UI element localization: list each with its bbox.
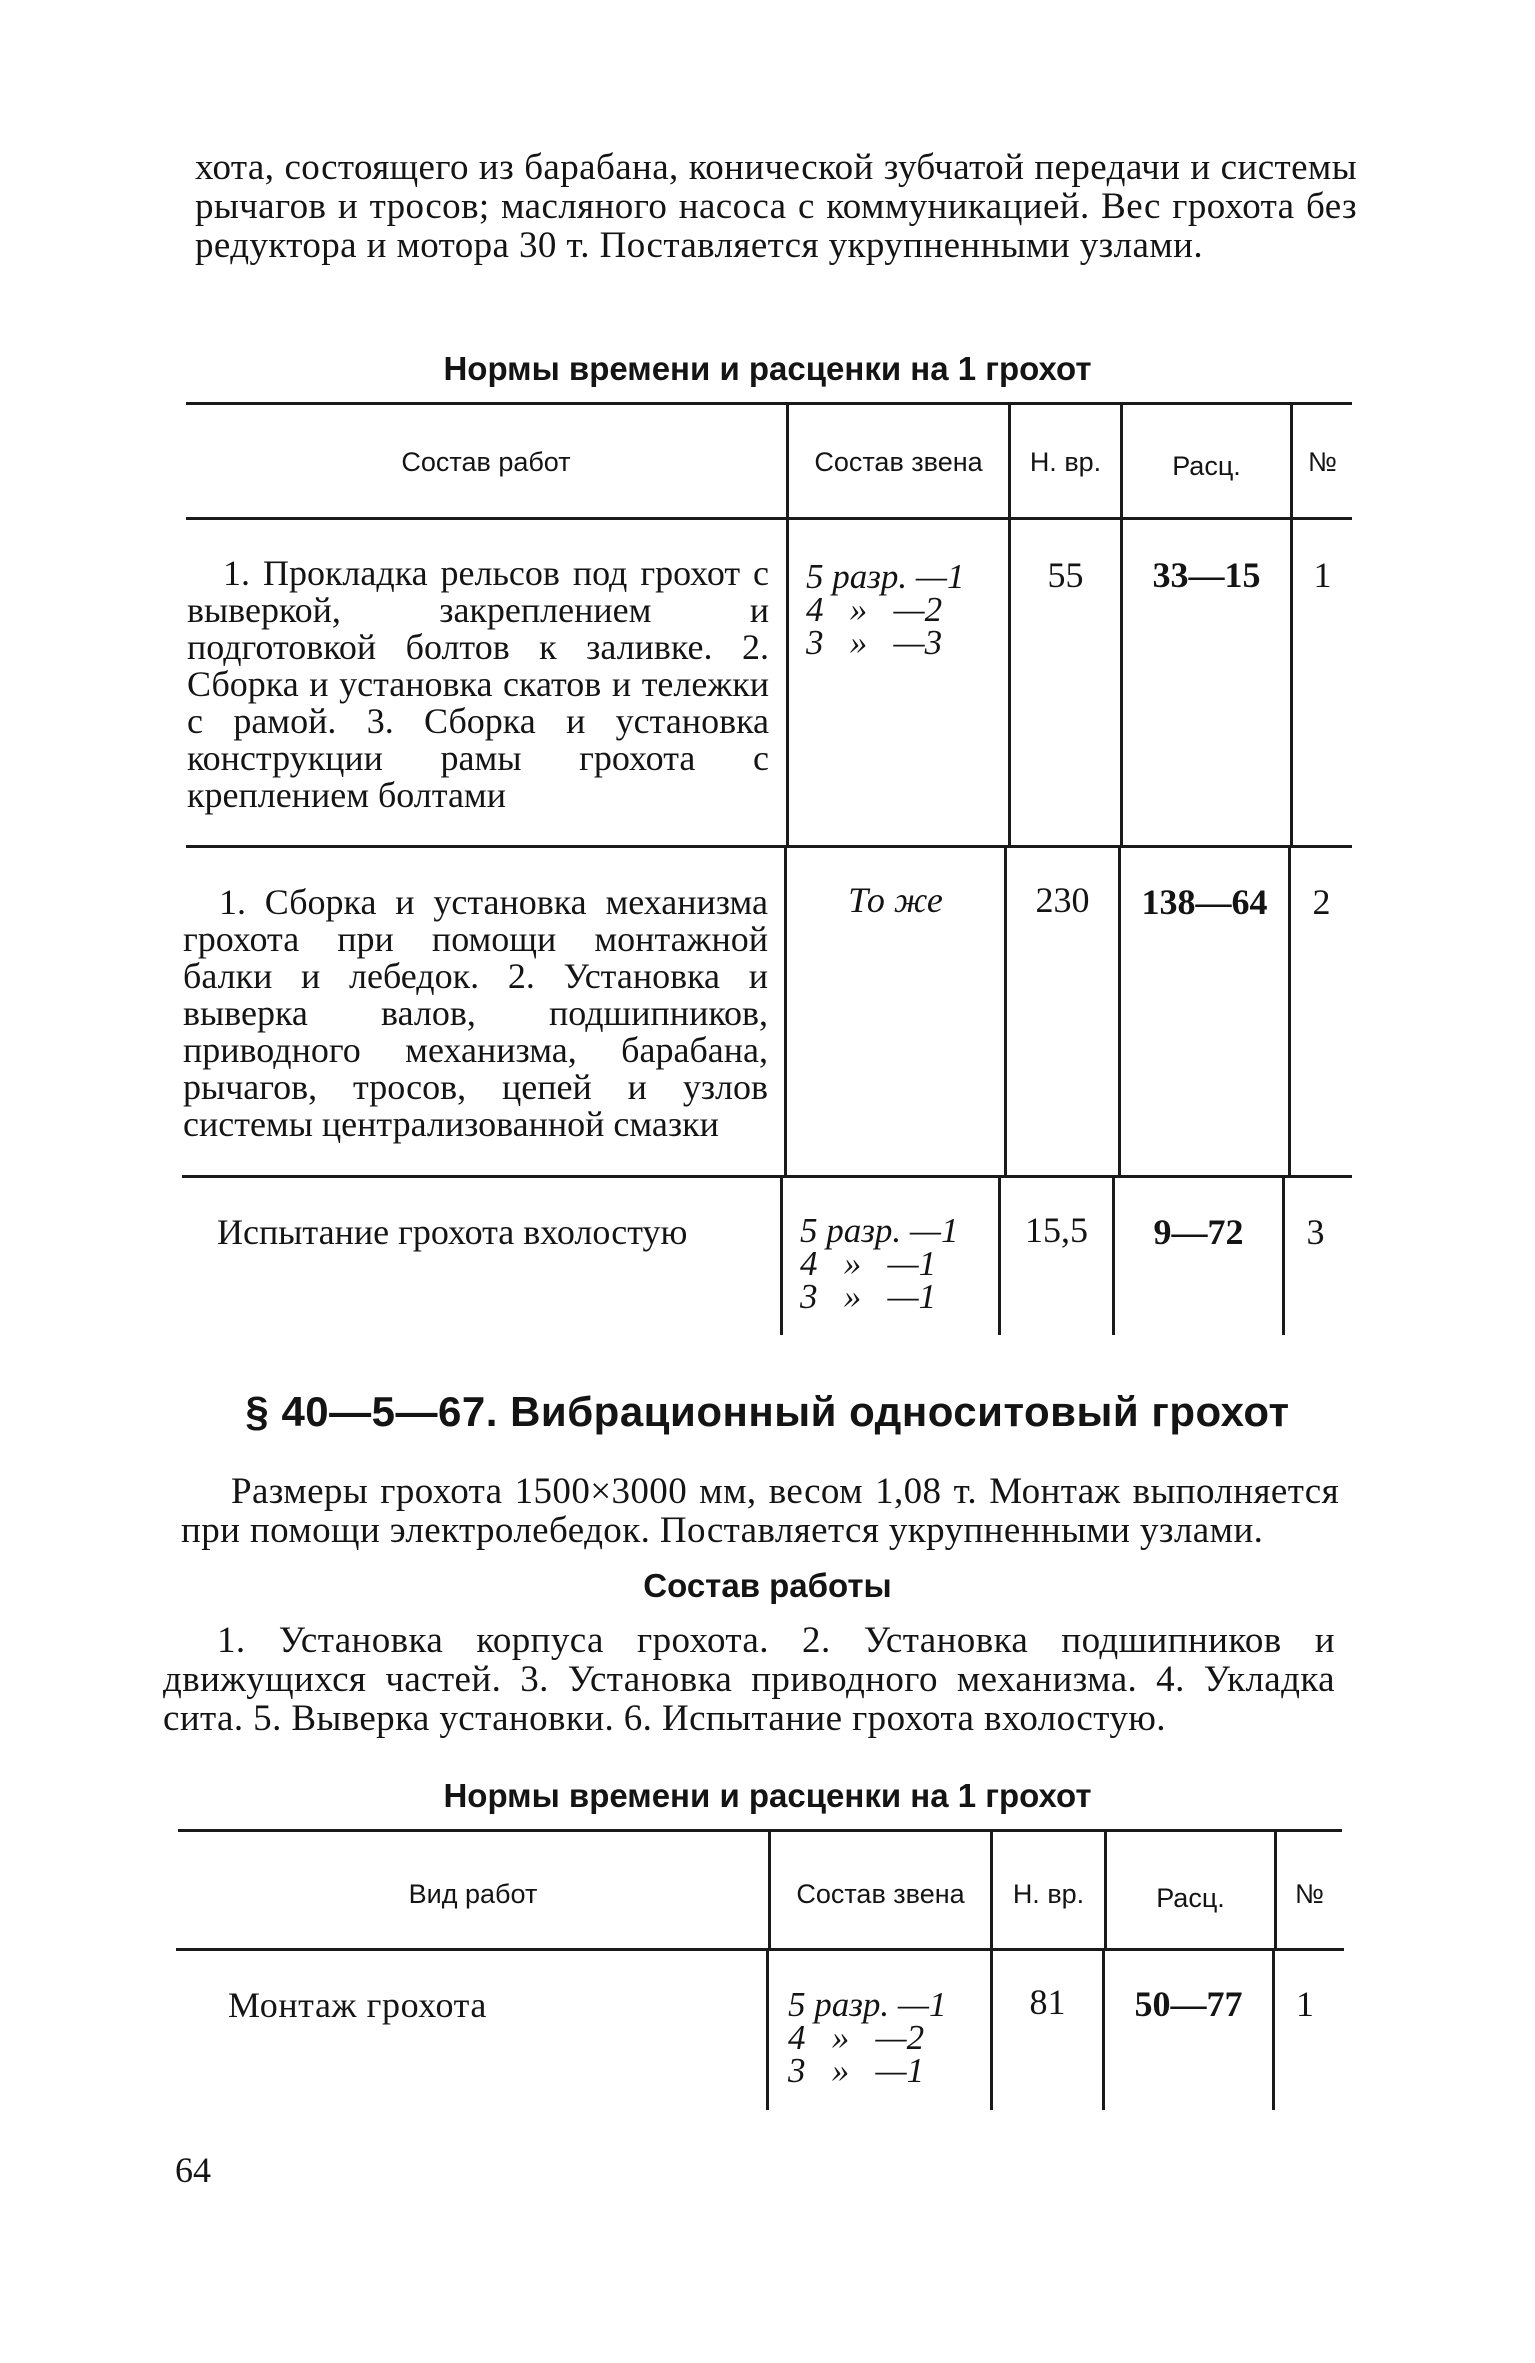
table2-row1-time: 81 — [1029, 1982, 1066, 2022]
table1-row2-crew: То же — [848, 880, 943, 920]
table1-row1-no: 1 — [1313, 555, 1332, 595]
table1-row2-rate: 138—64 — [1141, 882, 1268, 922]
table1-col-divider — [780, 1178, 783, 1335]
table1-row3-time: 15,5 — [1025, 1210, 1088, 1250]
table1-row2-work: 1. Сборка и установка механизма грохота при помощи монтажной балки и лебедок. 2. Установка и выверка валов, подшипников, приводного механизма, барабана, рычагов, тросов, цепей и узлов системы централизованной смазки — [183, 882, 768, 1144]
table2-header-rule — [176, 1948, 1344, 1951]
table1-row3-work: Испытание грохота вхолостую — [217, 1212, 688, 1252]
table1-row3-no: 3 — [1306, 1212, 1325, 1252]
table2-col-divider — [1102, 1951, 1105, 2110]
table2-col-divider — [1272, 1951, 1275, 2110]
table2-caption: Нормы времени и расценки на 1 грохот — [443, 1777, 1092, 1814]
intro-paragraph: хота, состоящего из барабана, конической зубчатой передачи и системы рычагов и тросов; масляного насоса с коммуникацией. Вес грохота без редуктора и мотора 30 т. Поставляется укрупненными узлами. — [195, 147, 1357, 266]
work-composition-text: 1. Установка корпуса грохота. 2. Установка подшипников и движущихся частей. 3. Установка приводного механизма. 4. Укладка сита. 5. Выверка установки. 6. Испытание грохота вхолостую. — [163, 1620, 1335, 1739]
table1-row3-rate: 9—72 — [1153, 1212, 1244, 1252]
table1-caption: Нормы времени и расценки на 1 грохот — [443, 350, 1092, 387]
table1-col-divider — [786, 520, 789, 845]
table2-header-work: Вид работ — [408, 1879, 538, 1909]
table1-header-work: Состав работ — [401, 447, 571, 477]
table1-header-rate: Расц. — [1172, 451, 1241, 481]
table2-col-divider — [990, 1951, 993, 2110]
table1-row2-time: 230 — [1035, 880, 1090, 920]
table1-header-crew: Состав звена — [814, 447, 983, 477]
table1-row3-crew: 5 разр. —1 4 » —1 3 » —1 — [800, 1211, 959, 1316]
table2-col-divider — [766, 1951, 769, 2110]
table1-row2-rule — [182, 1175, 1352, 1178]
table2-header-time: Н. вр. — [1012, 1879, 1085, 1909]
table1-row2-no: 2 — [1312, 882, 1331, 922]
table1-col-divider — [1282, 1178, 1285, 1335]
table1-row1-time: 55 — [1047, 555, 1084, 595]
table2-header-crew: Состав звена — [796, 1879, 965, 1909]
table2-row1-no: 1 — [1296, 1984, 1314, 2024]
table2-row1-crew: 5 разр. —1 4 » —2 3 » —1 — [788, 1985, 947, 2090]
table1-col-divider — [1112, 1178, 1115, 1335]
table2-top-rule — [178, 1829, 1342, 1832]
table1-header-rule — [186, 517, 1352, 520]
section-paragraph: Размеры грохота 1500×3000 мм, весом 1,08 т. Монтаж выполняется при помощи электролебедок. Поставляется укрупненными узлами. — [181, 1471, 1339, 1551]
work-composition-title: Состав работы — [643, 1567, 892, 1604]
section-title: § 40—5—67. Вибрационный односитовый грохот — [245, 1388, 1290, 1435]
table1-row1-rule — [186, 845, 1352, 848]
page-number: 64 — [175, 2150, 211, 2190]
table1-col-divider — [998, 1178, 1001, 1335]
table2-row1-work: Монтаж грохота — [228, 1985, 487, 2025]
table1-row1-crew: 5 разр. —1 4 » —2 3 » —3 — [806, 557, 965, 662]
table2-header-rate: Расц. — [1156, 1883, 1225, 1913]
table1-row1-rate: 33—15 — [1152, 555, 1261, 595]
table1-top-rule — [186, 402, 1352, 405]
table1-row1-work: 1. Прокладка рельсов под грохот с выверкой, закреплением и подготовкой болтов к заливке. 2. Сборка и установка скатов и тележки с рамой. 3. Сборка и установка конструкции рамы грохота с креплением болтами — [187, 553, 769, 815]
table2-row1-rate: 50—77 — [1134, 1984, 1243, 2024]
table1-header-time: Н. вр. — [1029, 447, 1102, 477]
table1-header-no: № — [1308, 447, 1337, 477]
table2-header-no: № — [1295, 1879, 1324, 1909]
